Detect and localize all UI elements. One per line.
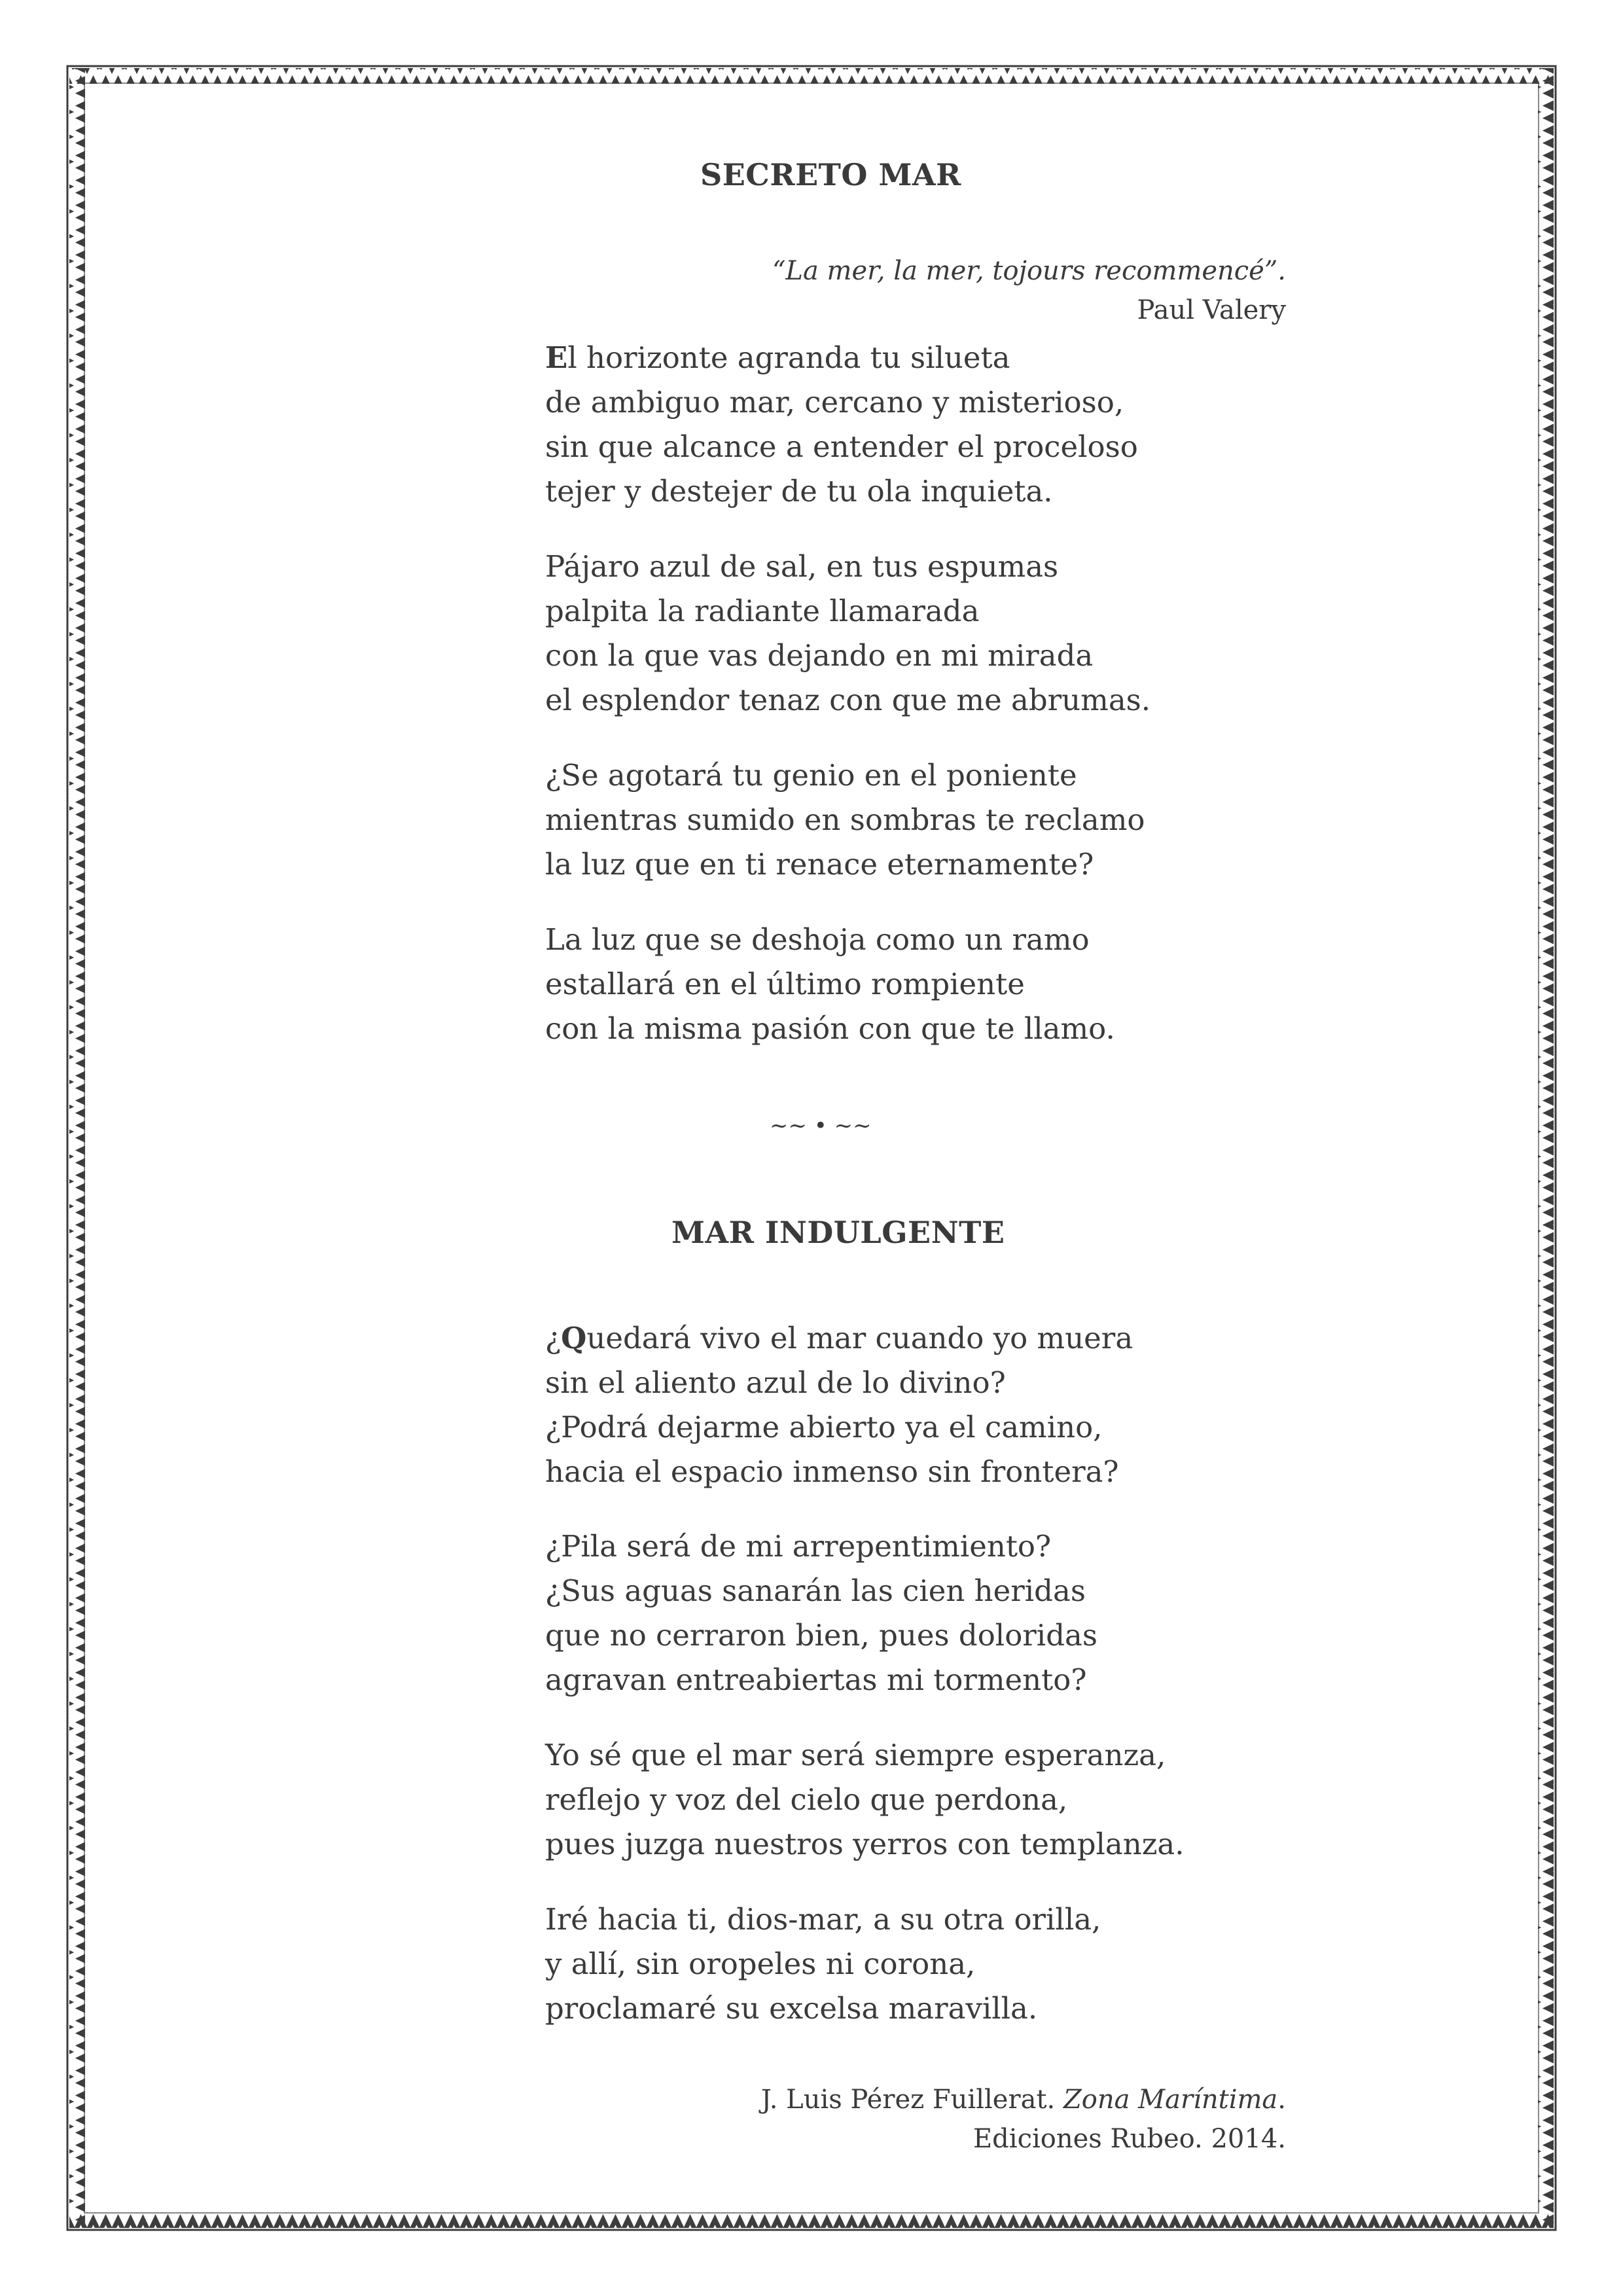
verse-line: con la que vas dejando en mi mirada: [545, 638, 1094, 673]
verse-line: mientras sumido en sombras te reclamo: [545, 802, 1145, 837]
verse-line: sin que alcance a entender el proceloso: [545, 429, 1138, 464]
verse-line: de ambiguo mar, cercano y misterioso,: [545, 385, 1124, 420]
verse-line: Iré hacia ti, dios-mar, a su otra orilla,: [545, 1902, 1101, 1937]
verse-line: que no cerraron bien, pues doloridas: [545, 1618, 1097, 1653]
stanza: [545, 1733, 1185, 1867]
poem-title-mar-indulgente: MAR INDULGENTE: [671, 1215, 1005, 1250]
epigraph-author: Paul Valery: [1137, 295, 1286, 325]
verse-line: con la misma pasión con que te llamo.: [545, 1011, 1115, 1046]
verse-line: pues juzga nuestros yerros con templanza.: [545, 1827, 1185, 1861]
verse-line: reflejo y voz del cielo que perdona,: [545, 1782, 1068, 1817]
stanza: [545, 753, 1145, 887]
stanza: [545, 336, 1138, 514]
verse-line: ¿Pila será de mi arrepentimiento?: [545, 1529, 1052, 1564]
verse-prefix: ¿: [545, 1321, 562, 1355]
verse-line: proclamaré su excelsa maravilla.: [545, 1991, 1038, 2026]
verse-text: l horizonte agranda tu silueta: [567, 340, 1010, 375]
drop-initial: Q: [561, 1321, 587, 1355]
credits-author: J. Luis Pérez Fuillerat.: [760, 2085, 1063, 2115]
stanza: [545, 1316, 1133, 1494]
verse-line: La luz que se deshoja como un ramo: [545, 922, 1090, 957]
drop-initial: E: [545, 340, 568, 375]
verse-line: la luz que en ti renace eternamente?: [545, 847, 1094, 882]
credits-author-line: [761, 2080, 1286, 2119]
verse-line: estallará en el último rompiente: [545, 967, 1025, 1001]
verse-line: tejer y destejer de tu ola inquieta.: [545, 474, 1053, 509]
source-credits: [761, 2080, 1286, 2159]
stanza: [545, 918, 1115, 1051]
verse-line: Pájaro azul de sal, en tus espumas: [545, 549, 1059, 584]
verse-line: [545, 336, 1138, 380]
verse-text: uedará vivo el mar cuando yo muera: [586, 1321, 1133, 1355]
epigraph: [772, 251, 1286, 330]
verse-line: y allí, sin oropeles ni corona,: [545, 1946, 976, 1981]
verse-line: [545, 1316, 1133, 1361]
section-separator: ~~ • ~~: [770, 1113, 872, 1139]
epigraph-quote: “La mer, la mer, tojours recommencé”.: [772, 256, 1286, 286]
credits-punct: .: [1277, 2085, 1286, 2115]
verse-line: palpita la radiante llamarada: [545, 594, 980, 628]
poem-title-secreto-mar: SECRETO MAR: [700, 157, 961, 192]
verse-line: Yo sé que el mar será siempre esperanza,: [545, 1738, 1166, 1772]
verse-line: sin el aliento azul de lo divino?: [545, 1365, 1006, 1400]
stanza: [545, 1897, 1101, 2031]
credits-book-title: Zona Maríntima: [1063, 2085, 1278, 2115]
credits-publisher: Ediciones Rubeo. 2014.: [972, 2124, 1286, 2154]
verse-line: agravan entreabiertas mi tormento?: [545, 1662, 1087, 1697]
verse-line: hacia el espacio inmenso sin frontera?: [545, 1454, 1119, 1489]
verse-line: el esplendor tenaz con que me abrumas.: [545, 683, 1151, 717]
verse-line: ¿Se agotará tu genio en el poniente: [545, 758, 1077, 793]
verse-line: ¿Sus aguas sanarán las cien heridas: [545, 1573, 1086, 1608]
stanza: [545, 545, 1150, 723]
verse-line: ¿Podrá dejarme abierto ya el camino,: [545, 1410, 1103, 1444]
stanza: [545, 1524, 1097, 1702]
